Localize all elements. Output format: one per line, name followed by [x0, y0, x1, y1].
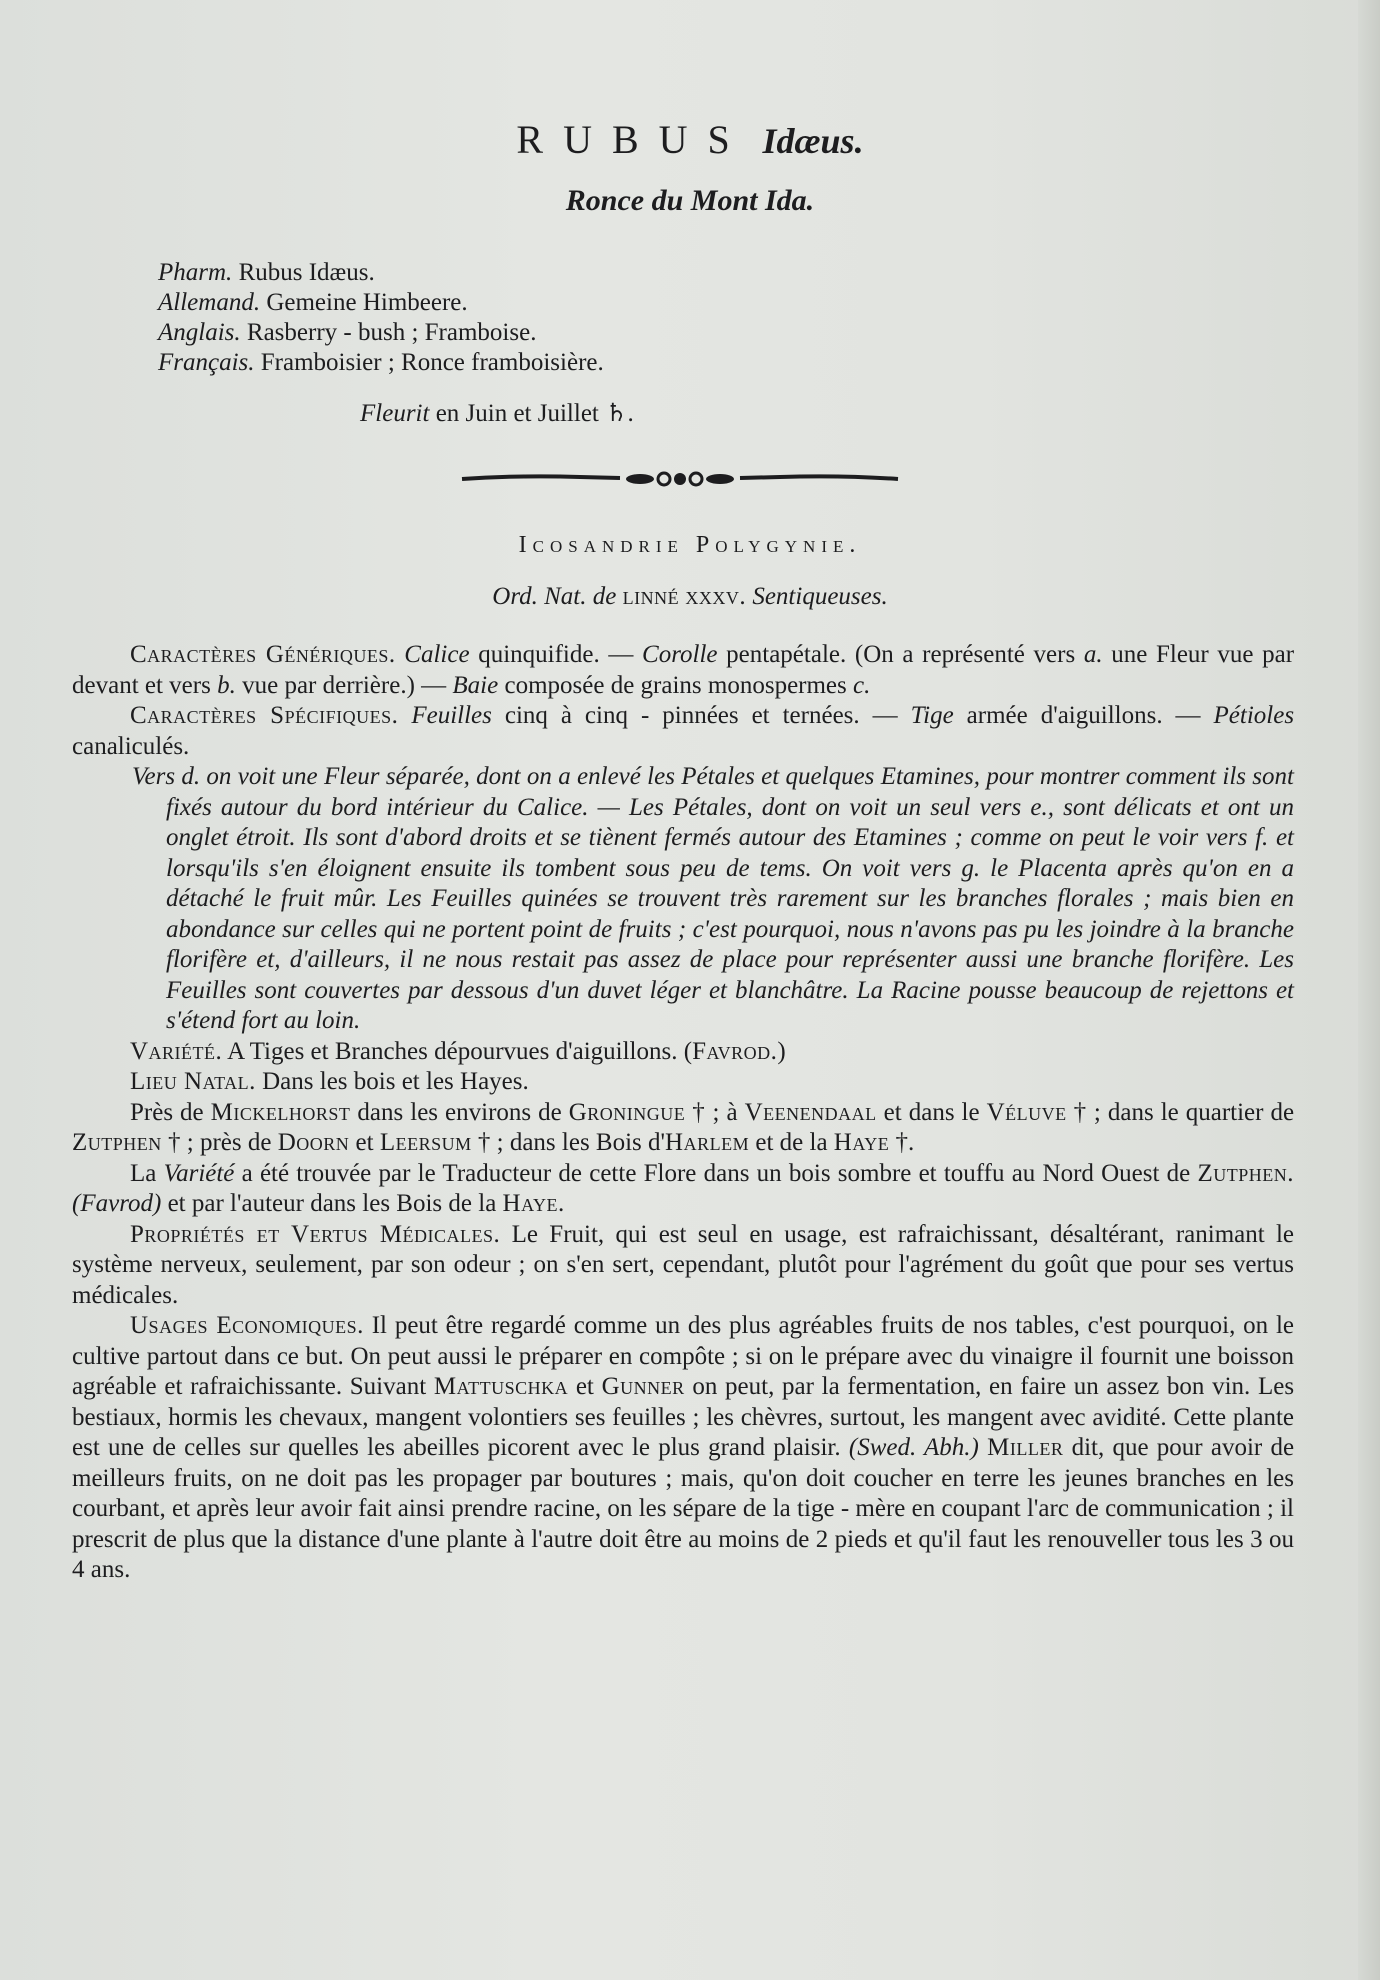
locations-paragraph	[72, 1098, 1294, 1159]
species-name: Idæus.	[762, 121, 864, 161]
section-head: Propriétés et Vertus Médicales.	[130, 1220, 501, 1248]
flowering-line	[360, 398, 960, 428]
habitat-paragraph	[72, 1067, 1294, 1098]
name-lang: Pharm.	[158, 259, 233, 286]
text: pentapétale. (On a représenté vers	[726, 641, 1076, 668]
text: une Fleur vue par devant et vers	[72, 641, 1295, 699]
name-value: Gemeine Himbeere.	[266, 289, 468, 316]
vernacular-names-list	[158, 258, 958, 378]
flowering-label: Fleurit	[360, 400, 430, 427]
name-lang: Anglais.	[158, 319, 241, 346]
variety-paragraph	[72, 1037, 1294, 1068]
figure-ref: c.	[853, 671, 871, 699]
genus-name: RUBUS	[516, 117, 750, 162]
generic-characters-paragraph	[72, 640, 1294, 701]
text: et dans le	[883, 1098, 980, 1126]
place-name: Veenendaal	[744, 1098, 877, 1126]
author-name: Mattuschka	[433, 1373, 569, 1400]
reference: (Swed. Abh.)	[848, 1434, 979, 1461]
term: Baie	[452, 671, 499, 699]
text: et de la	[755, 1129, 828, 1156]
text: A Tiges et Branches dépourvues d'aiguillons. (	[227, 1037, 693, 1065]
figure-ref: b.	[217, 671, 236, 699]
page-edge-shadow	[1358, 0, 1380, 1980]
author-name: Miller	[987, 1434, 1064, 1461]
linnaean-class: Icosandrie Polygynie.	[518, 532, 862, 558]
text: cinq à cinq - pinnées et ternées. —	[504, 702, 898, 729]
place-name: Harlem	[665, 1129, 750, 1156]
italic-figure-note: Vers d. on voit une Fleur séparée, dont on a enlevé les Pétales et quelques Etamines, pour montrer comment ils sont fixés autour du bord intérieur du Calice. — Les Pétales, dont on voit un seul vers e., sont délicats et ont un onglet étroit. Ils sont d'abord droits et se tiènent fermés autour des Etamines ; comme on peut le voir vers f. et lorsqu'ils s'en éloignent ensuite ils tombent sous peu de tems. On voit vers g. le Placenta après qu'on en a détaché le fruit mûr. Les Feuilles quinées se trouvent très rarement sur les branches florales ; mais bien en abondance sur celles qui ne portent point de fruits ; c'est pourquoi, nous n'avons pas pu les joindre à la branche florifère et, d'ailleurs, il ne nous restait pas assez de place pour représenter aussi une branche florifère. Les Feuilles sont couvertes par dessous d'un duvet léger et blanchâtre. La Racine pousse beaucoup de rejettons et s'étend fort au loin.	[132, 763, 1294, 1034]
place-name: Haye.	[502, 1190, 565, 1217]
text: dans les environs de	[357, 1098, 562, 1126]
order-family: Sentiqueuses.	[752, 583, 888, 610]
text: Dans les bois et les Hayes.	[262, 1068, 529, 1095]
name-row-allemand	[158, 288, 958, 318]
figure-ref: a.	[1083, 641, 1103, 668]
text: Près de	[130, 1098, 204, 1126]
name-value: Rubus Idæus.	[238, 259, 375, 286]
term: Variété	[163, 1159, 235, 1187]
author-name: Gunner	[601, 1373, 685, 1400]
text: et	[355, 1129, 374, 1156]
name-lang: Français.	[158, 349, 255, 376]
text: composée de grains monospermes	[504, 671, 847, 699]
text: quinquifide. —	[478, 641, 634, 668]
text: Le Fruit, qui est seul en usage, est rafraichissant, désaltérant, ranimant le système nerveux, seulement, par son odeur ; on s'en sert, cependant, plutôt pour l'agrément du goût que pour ses vertus médicales.	[72, 1220, 1295, 1309]
place-name: Zutphen	[72, 1129, 162, 1156]
name-value: Framboisier ; Ronce framboisière.	[260, 349, 604, 376]
order-label: Ord. Nat. de	[492, 583, 617, 610]
name-value: Rasberry - bush ; Framboise.	[246, 319, 537, 346]
text: et par l'auteur dans les Bois de la	[167, 1190, 497, 1217]
name-lang: Allemand.	[158, 289, 261, 316]
term: Pétioles	[1213, 702, 1295, 729]
text: †.	[895, 1129, 915, 1156]
place-name: Groningue	[568, 1098, 686, 1126]
text: † ; dans le quartier de	[1073, 1098, 1295, 1126]
name-row-pharm	[158, 258, 958, 288]
place-name: Doorn	[277, 1129, 350, 1156]
name-row-francais	[158, 348, 958, 378]
order-number: xxxv.	[685, 583, 747, 610]
text: † ; dans les Bois d'	[477, 1129, 666, 1156]
place-name: Véluve	[986, 1098, 1067, 1126]
variety-found-paragraph	[72, 1159, 1294, 1220]
natural-order-line	[0, 583, 1380, 611]
order-author: linné	[622, 583, 680, 610]
section-head: Caractères Génériques.	[130, 641, 396, 668]
place-name: Mickelhorst	[210, 1098, 351, 1126]
common-name-subtitle: Ronce du Mont Ida.	[565, 184, 815, 217]
page-title	[0, 112, 1380, 169]
text: a été trouvée par le Traducteur de cette Flore dans un bois sombre et touffu au Nord Ouest de	[241, 1159, 1191, 1187]
ornament-divider-icon	[460, 468, 900, 490]
place-name: Zutphen.	[1197, 1159, 1295, 1187]
specific-characters-paragraph	[72, 701, 1294, 762]
section-head: Usages Economiques.	[130, 1312, 364, 1339]
name-row-anglais	[158, 318, 958, 348]
text: La	[130, 1159, 157, 1187]
text: on peut, par la fermentation, en faire un assez bon vin. Les bestiaux, hormis les chevaux, mangent volontiers ses feuilles ; les chèvres, surtout, les mangent avec avidité. Cette plante est une de celles sur quelles les abeilles picorent avec le plus grand plaisir.	[72, 1373, 1295, 1461]
term: Corolle	[642, 641, 718, 668]
text: vue par derrière.) —	[242, 671, 447, 699]
author-ref: (Favrod)	[72, 1190, 162, 1217]
place-name: Leersum	[379, 1129, 472, 1156]
section-head: Variété.	[130, 1037, 223, 1065]
text: dit, que pour avoir de meilleurs fruits, on ne doit pas les propager par boutures ; mais, qu'on doit coucher en terre les jeunes branches en les courbant, et après leur avoir fait ainsi prendre racine, on les sépare de la tige - mère en coupant l'arc de communication ; il prescrit de plus que la distance d'une plante à l'autre doit être au moins de 2 pieds et qu'il faut les renouveller tous les 3 ou 4 ans.	[72, 1434, 1295, 1583]
section-head: Lieu Natal.	[130, 1068, 256, 1095]
text: canaliculés.	[72, 732, 190, 760]
text: † ; à	[692, 1098, 738, 1126]
section-head: Caractères Spécifiques.	[130, 702, 399, 729]
text: armée d'aiguillons. —	[966, 702, 1201, 729]
place-name: Haye	[833, 1129, 890, 1156]
properties-paragraph	[72, 1220, 1294, 1312]
description-body	[72, 640, 1294, 1586]
term: Calice	[404, 641, 470, 668]
flowering-text: en Juin et Juillet ♄.	[435, 400, 634, 427]
term: Feuilles	[411, 702, 492, 729]
uses-paragraph	[72, 1311, 1294, 1586]
text: † ; près de	[168, 1129, 272, 1156]
term: Tige	[910, 702, 954, 729]
text: Il peut être regardé comme un des plus agréables fruits de nos tables, c'est pourquoi, on le cultive partout dans ce but. On peut aussi le préparer en compôte ; si on le prépare avec du vinaigre il fournit une boisson agréable et rafraichissante. Suivant	[72, 1312, 1294, 1400]
text: )	[777, 1037, 786, 1065]
text: et	[575, 1373, 594, 1400]
variety-author: Favrod.	[692, 1037, 778, 1065]
